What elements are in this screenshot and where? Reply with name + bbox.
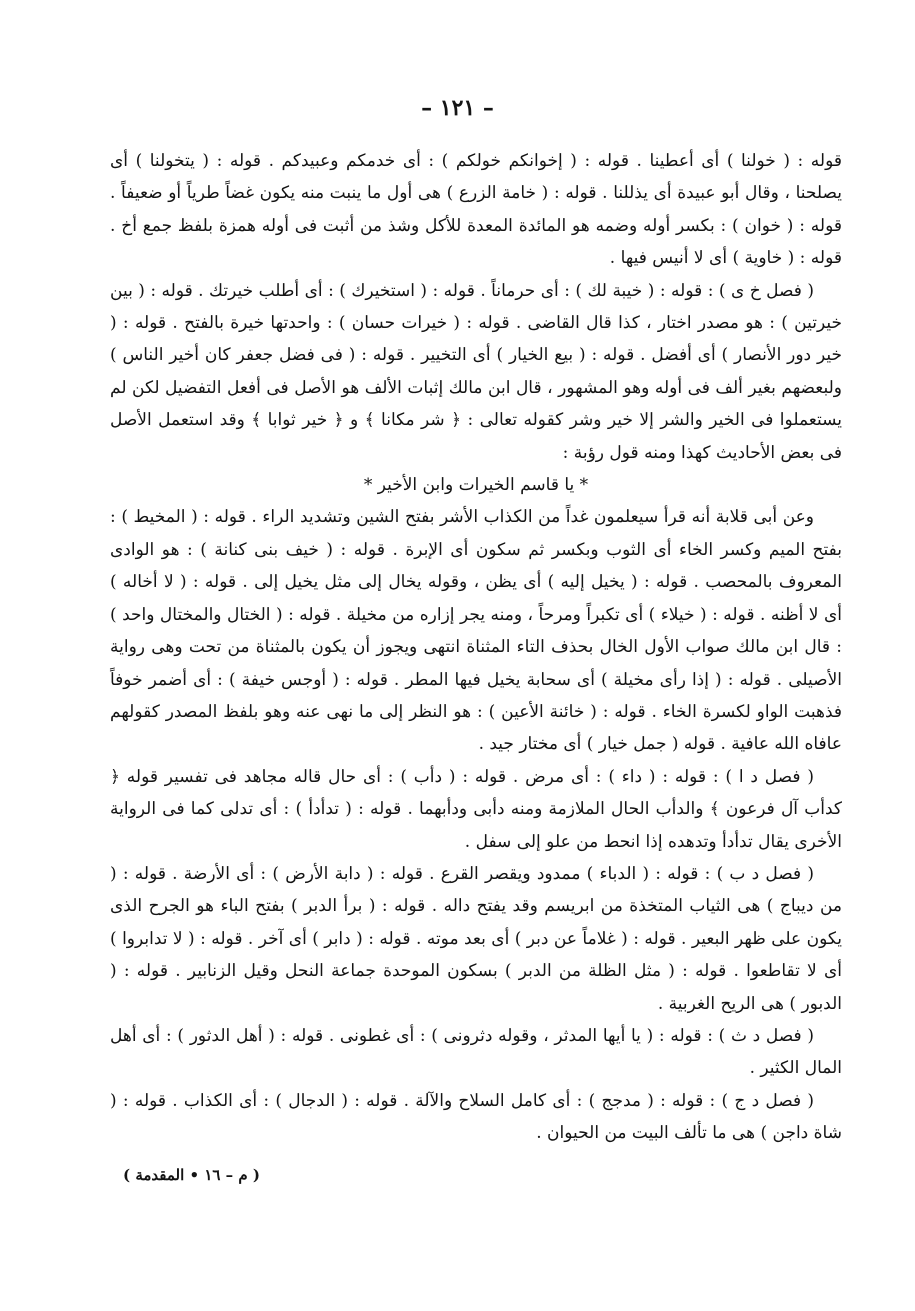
paragraph: قوله : ( خولنا ) أى أعطينا . قوله : ( إخوانكم خولكم ) : أى خدمكم وعبيدكم . قوله : ( يتخولنا ) أى يصلحنا ، وقال أبو عبيدة أى يذللنا . قوله : ( خامة الزرع ) هى أول ما ينبت منه يكون غضاً طرياً أو ضعيفاً . قوله : ( خوان ) : بكسر أوله وضمه هو المائدة المعدة للأكل وشذ من أثبت فى أوله همزة بلفظ جمع أخ . قوله : ( خاوية ) أى لا أنيس فيها .	[110, 151, 842, 269]
paragraph: ( فصل د ج ) : قوله : ( مدجج ) : أى كامل السلاح والآلة . قوله : ( الدجال ) : أى الكذاب . قوله : ( شاة داجن ) هى ما تألف البيت من الحيوان .	[110, 1090, 842, 1144]
paragraph: ( فصل د ا ) : قوله : ( داء ) : أى مرض . قوله : ( دأب ) : أى حال قاله مجاهد فى تفسير قوله ﴿ كدأب آل فرعون ﴾ والدأب الحال الملازمة ومنه دأبى ودأبهما . قوله : ( تدأدأ ) : أى تدلى كما فى الرواية الأخرى يقال تدأدأ وتدهده إذا انحط من علو إلى سفل .	[110, 766, 842, 852]
poetry-verse: * يا قاسم الخيرات وابن الأخير *	[363, 475, 589, 496]
paragraph: ( فصل د ث ) : قوله : ( يا أيها المدثر ، وقوله دثرونى ) : أى غطونى . قوله : ( أهل الدثور ) : أى أهل المال الكثير .	[110, 1025, 842, 1079]
page-body	[110, 145, 842, 1150]
page-number: – ١٢١ –	[421, 95, 494, 121]
paragraph: ( فصل خ ى ) : قوله : ( خيبة لك ) : أى حرماناً . قوله : ( استخيرك ) : أى أطلب خيرتك . قوله : ( بين خيرتين ) : هو مصدر اختار ، كذا قال القاضى . قوله : ( خيرات حسان ) : واحدتها خيرة بالفتح . قوله : ( خير دور الأنصار ) أى أفضل . قوله : ( بيع الخيار ) أى التخيير . قوله : ( فى فضل جعفر كان أخير الناس ) ولبعضهم بغير ألف فى أوله وهو المشهور ، قال ابن مالك إثبات الألف هو الأصل فى أفعل التفضيل لكن لم يستعملوا فى الخير والشر إلا خير وشر كقوله تعالى : ﴿ شر مكانا ﴾ و ﴿ خير ثوابا ﴾ وقد استعمل الأصل فى بعض الأحاديث كهذا ومنه قول رؤبة :	[110, 280, 842, 463]
paragraph: ( فصل د ب ) : قوله : ( الدباء ) ممدود ويقصر القرع . قوله : ( دابة الأرض ) : أى الأرضة . قوله : ( من ديباج ) هى الثياب المتخذة من ابريسم وقد يفتح داله . قوله : ( برأ الدبر ) بفتح الباء هو الجرح الذى يكون على ظهر البعير . قوله : ( غلاماً عن دبر ) أى بعد موته . قوله : ( دابر ) أى آخر . قوله : ( لا تدابروا ) أى لا تقاطعوا . قوله : ( مثل الظلة من الدبر ) بسكون الموحدة جماعة النحل وقيل الزنابير . قوله : ( الدبور ) هى الريح الغربية .	[110, 863, 842, 1014]
paragraph: وعن أبى قلابة أنه قرأ سيعلمون غداً من الكذاب الأشر بفتح الشين وتشديد الراء . قوله : ( المخيط ) : بفتح الميم وكسر الخاء أى الثوب وبكسر ثم سكون أى الإبرة . قوله : ( خيف بنى كنانة ) : هو الوادى المعروف بالمحصب . قوله : ( يخيل إليه ) أى يظن ، وقوله يخال إلى مثل يخيل إلى . قوله : ( لا أخاله ) أى لا أظنه . قوله : ( خيلاء ) أى تكبراً ومرحاً ، ومنه يجر إزاره من مخيلة . قوله : ( الختال والمختال واحد ) : قال ابن مالك صواب الأول الخال بحذف التاء المثناة انتهى ويجوز أن يكون بالمثناة من تحت وهى رواية الأصيلى . قوله : ( إذا رأى مخيلة ) أى سحابة يخيل فيها المطر . قوله : ( أوجس خيفة ) : أى أضمر خوفاً فذهبت الواو لكسرة الخاء . قوله : ( خائنة الأعين ) : هو النظر إلى ما نهى عنه وهو بلفظ المصدر كقولهم عافاه الله عافية . قوله ( جمل خيار ) أى مختار جيد .	[110, 507, 842, 755]
page-footer-signature: ( م – ١٦ • المقدمة )	[123, 1166, 260, 1184]
